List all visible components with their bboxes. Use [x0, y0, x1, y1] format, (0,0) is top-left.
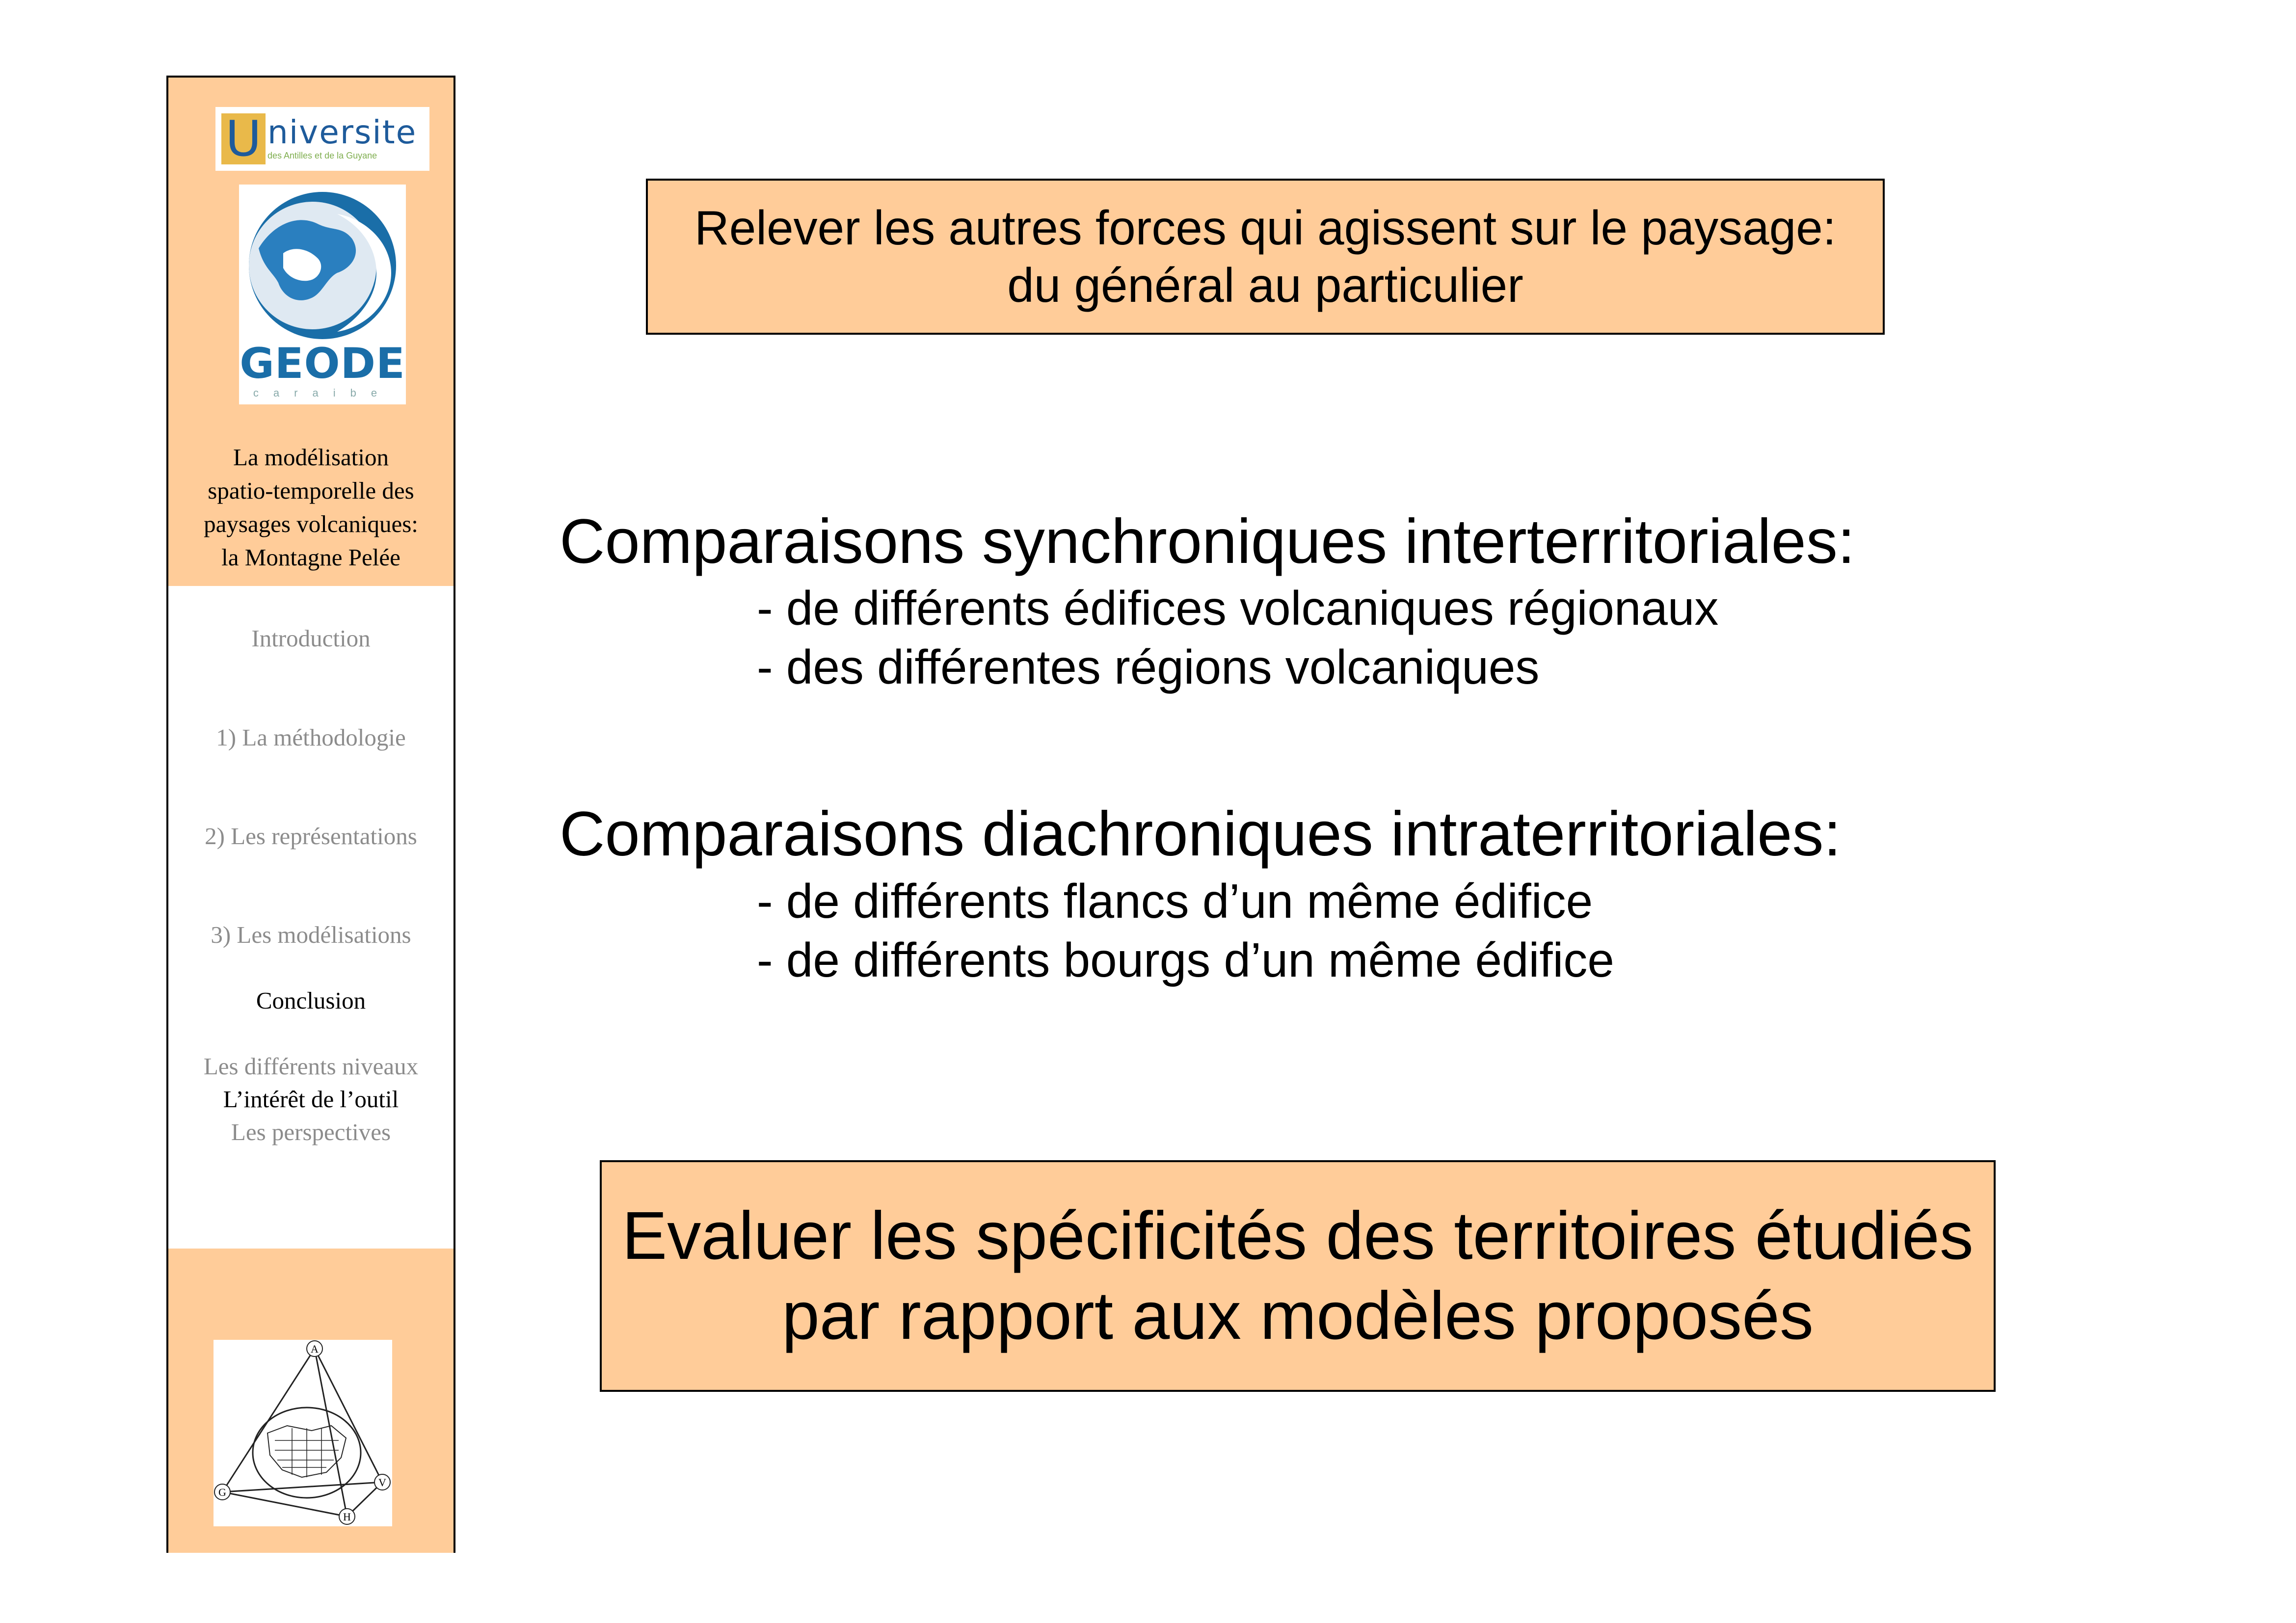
objective-box-top-line: du général au particulier	[1007, 258, 1523, 312]
objective-box-bottom-line: par rapport aux modèles proposés	[782, 1278, 1814, 1354]
nav-item-representations[interactable]: 2) Les représentations	[205, 823, 417, 850]
sidebar-footer	[168, 1249, 454, 1553]
university-logo-letter: U	[225, 110, 262, 167]
section-bullet: - de différents bourgs d’un même édifice	[757, 933, 1614, 987]
geode-logo-word: GEODE	[240, 339, 405, 388]
objective-box-top	[646, 179, 1885, 335]
nav-item-perspectives[interactable]: Les perspectives	[231, 1118, 391, 1145]
section-heading-diachronic: Comparaisons diachroniques intraterritoriales:	[560, 799, 1841, 869]
tetrahedron-diagram	[214, 1340, 392, 1526]
nav-item-methodologie[interactable]: 1) La méthodologie	[216, 724, 406, 751]
nav-item-introduction[interactable]: Introduction	[251, 625, 371, 652]
sidebar-title-line: La modélisation	[233, 444, 389, 471]
university-logo-subtitle: des Antilles et de la Guyane	[267, 151, 377, 161]
schema-label-g: G	[218, 1486, 226, 1498]
globe-icon	[239, 185, 406, 346]
sidebar-title	[168, 441, 454, 574]
nav-item-conclusion[interactable]: Conclusion	[256, 987, 366, 1014]
nav-item-modelisations[interactable]: 3) Les modélisations	[211, 921, 411, 948]
sidebar-header	[168, 78, 454, 588]
university-logo-word: niversite	[267, 113, 417, 152]
geode-logo-subtitle: caraibe	[253, 387, 392, 399]
section-bullet: - de différents flancs d’un même édifice	[757, 874, 1593, 928]
schema-label-v: V	[378, 1476, 386, 1489]
nav-item-niveaux[interactable]: Les différents niveaux	[203, 1053, 419, 1080]
section-bullet: - de différents édifices volcaniques régionaux	[757, 581, 1719, 635]
objective-box-bottom	[600, 1160, 1996, 1392]
sidebar-title-line: la Montagne Pelée	[221, 544, 400, 571]
section-heading-synchronic: Comparaisons synchroniques interterritoriales:	[560, 506, 1855, 577]
objective-box-top-line: Relever les autres forces qui agissent sur le paysage:	[694, 201, 1836, 255]
schema-label-h: H	[343, 1511, 351, 1523]
sidebar-title-line: spatio-temporelle des	[208, 477, 414, 504]
sidebar-title-line: paysages volcaniques:	[204, 510, 418, 537]
nav-item-interet[interactable]: L’intérêt de l’outil	[223, 1086, 399, 1113]
geode-logo	[239, 185, 406, 404]
sidebar-nav	[168, 586, 454, 1251]
objective-box-bottom-line: Evaluer les spécificités des territoires étudiés	[622, 1198, 1974, 1274]
university-logo	[215, 107, 429, 171]
schema-label-a: A	[311, 1343, 319, 1355]
sidebar	[166, 76, 455, 1553]
section-bullet: - des différentes régions volcaniques	[757, 640, 1540, 694]
